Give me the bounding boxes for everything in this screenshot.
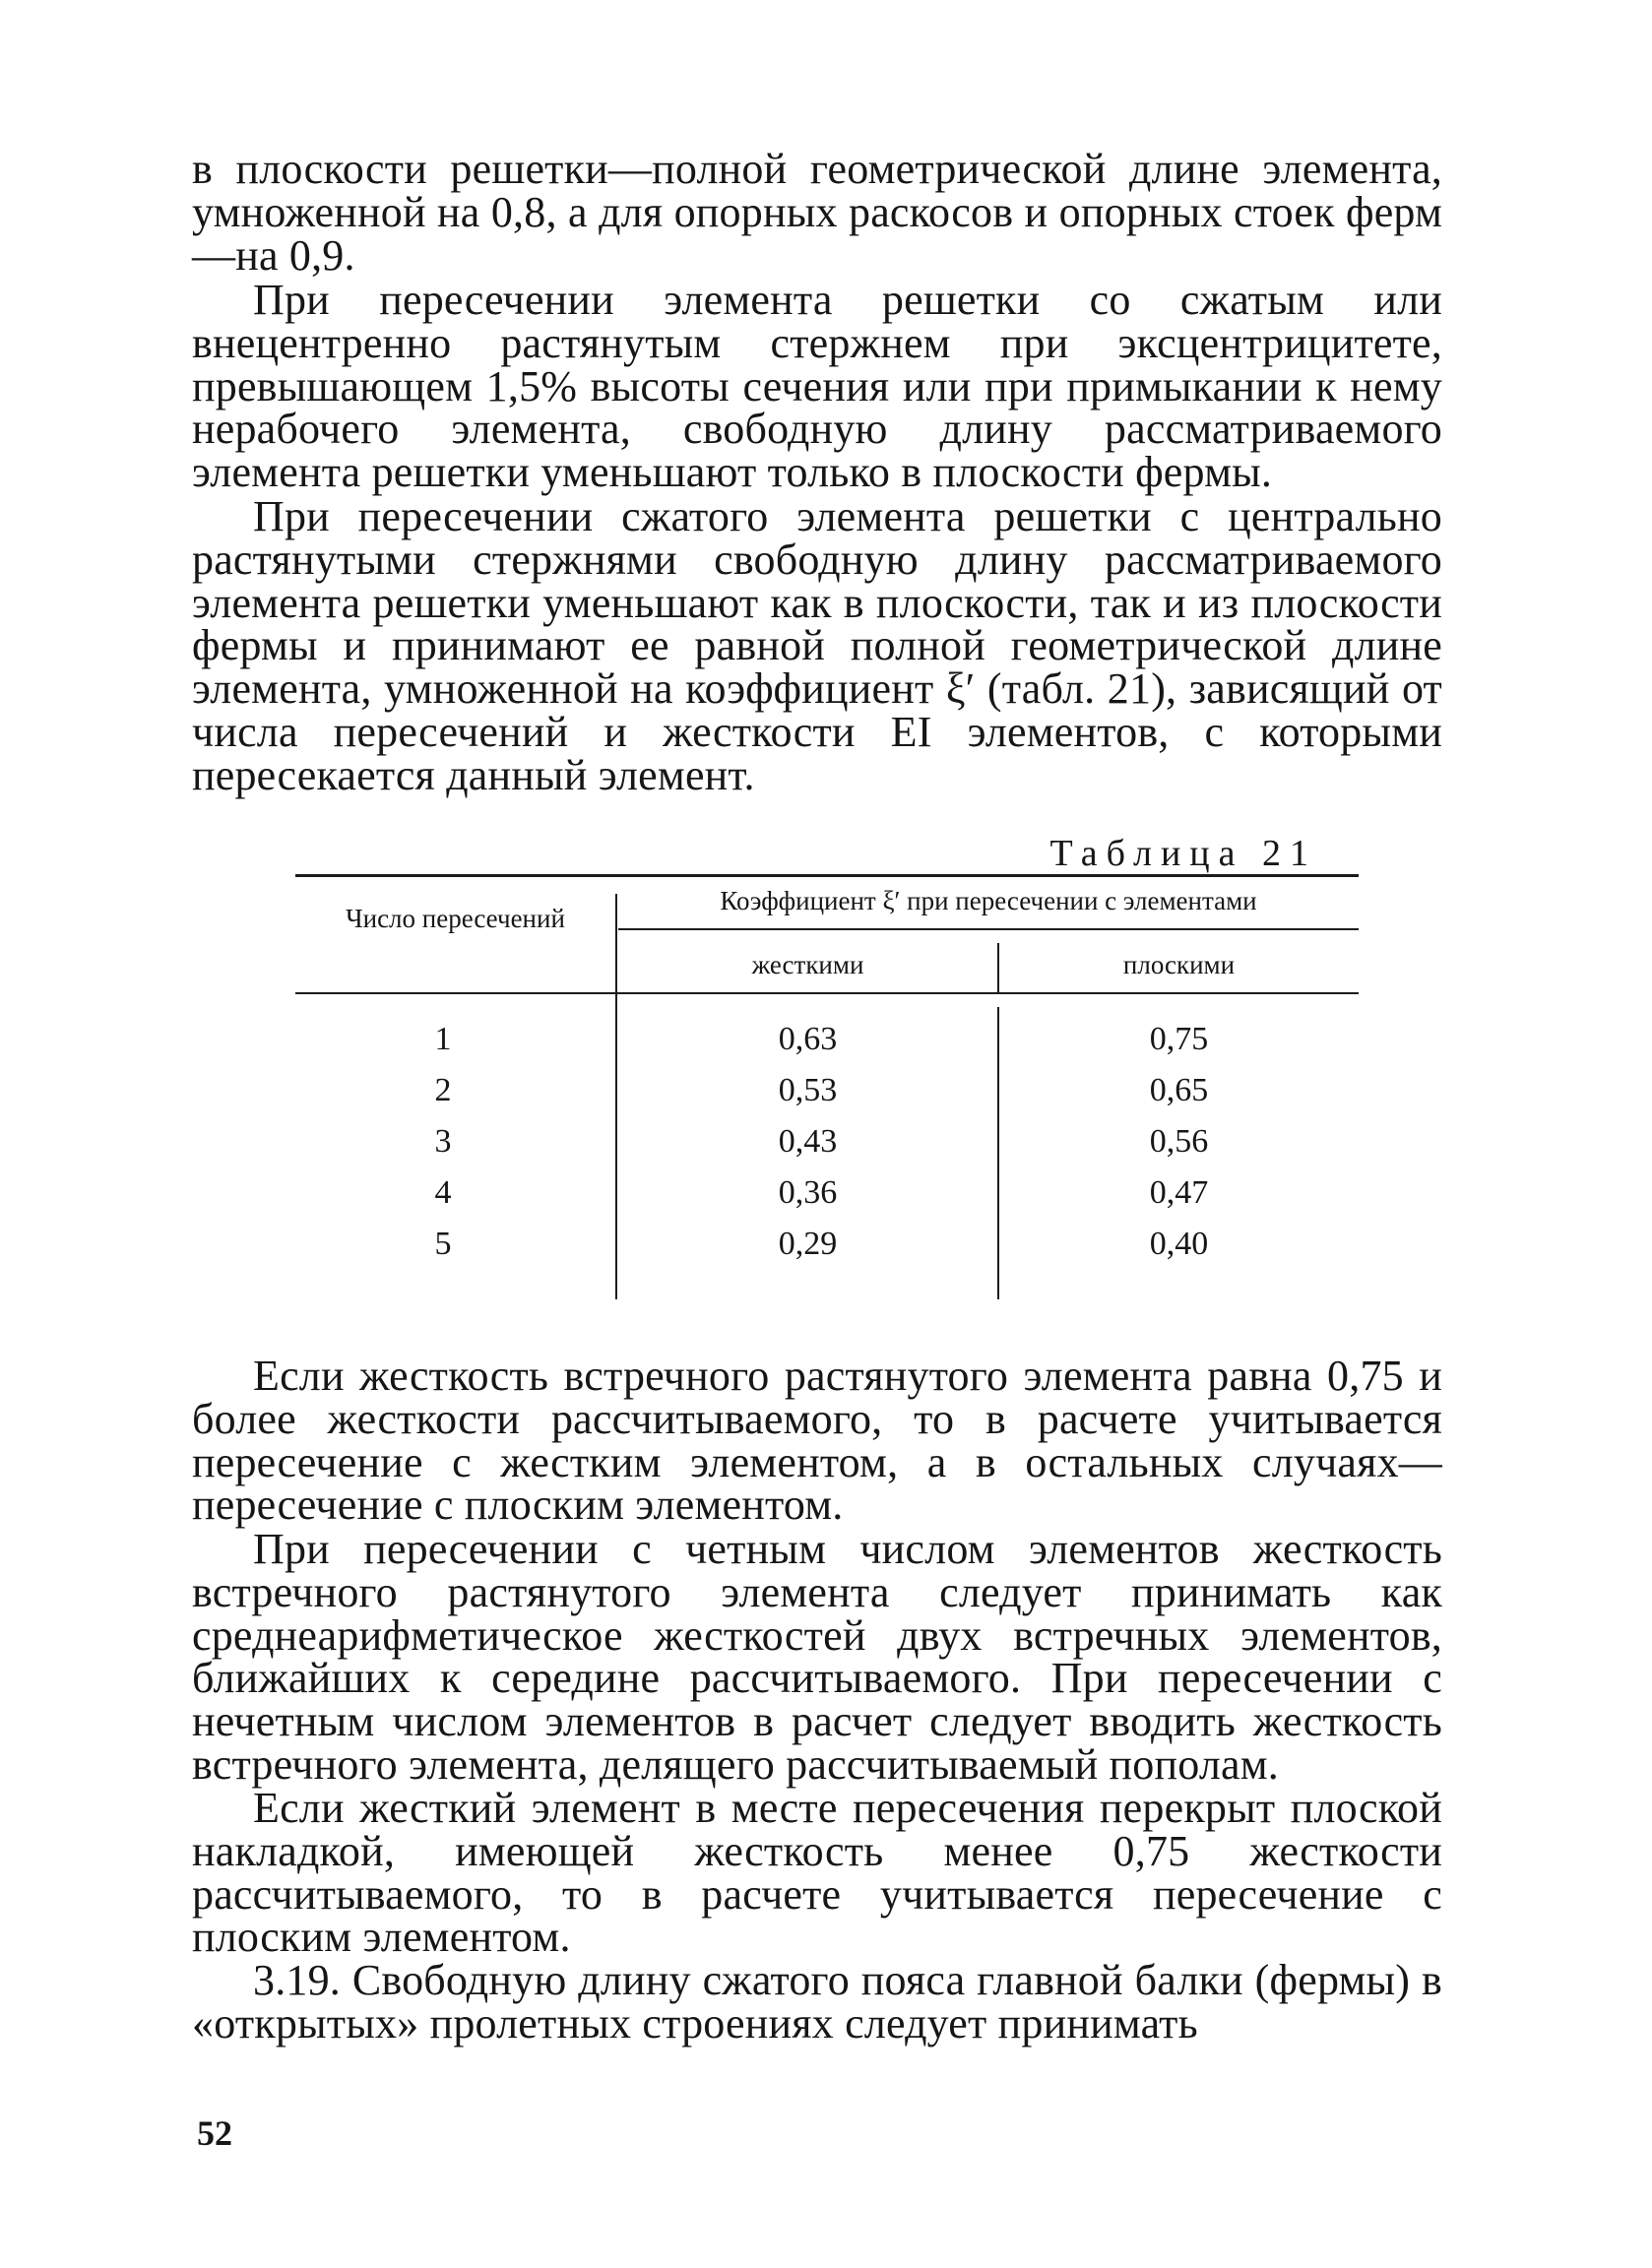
table-cell-rigid: 0,29 (778, 1226, 838, 1262)
paragraph-rigidity-rule: Если жесткость встречного растянутого элемента равна 0,75 и более жесткости рассчитываемого, то в расчете учитывается пересечение с жестким элементом, а в остальных случаях—пересечение с плоским элементом. (192, 1352, 1442, 1530)
table-caption: Таблица 21 (1049, 833, 1317, 874)
table-row (295, 1167, 1359, 1219)
table-cell-rigid: 0,63 (778, 1021, 838, 1057)
table-cell-rigid: 0,53 (778, 1072, 838, 1108)
table-cell-count: 5 (434, 1226, 452, 1262)
table-cell-count: 2 (434, 1072, 452, 1108)
table-cell-count: 1 (434, 1021, 452, 1057)
table-row (295, 1065, 1359, 1116)
table-cell-flat: 0,56 (1149, 1123, 1209, 1160)
table-cell-rigid: 0,43 (778, 1123, 838, 1160)
coefficient-table (295, 874, 1359, 1317)
page-number: 52 (197, 2113, 232, 2153)
paragraph-even-odd-rule: При пересечении с четным числом элементов жесткость встречного растянутого элемента следует принимать как среднеарифметическое жесткостей двух встречных элементов, ближайших к середине рассчитываемого. При пересечении с нечетным числом элементов в расчет следует вводить жесткость встречного элемента, делящего рассчитываемый пополам. (192, 1525, 1442, 1789)
table-cell-count: 3 (434, 1123, 452, 1160)
table-row (295, 1014, 1359, 1065)
table-cell-flat: 0,65 (1149, 1072, 1209, 1108)
table-cell-flat: 0,47 (1149, 1174, 1209, 1211)
table-header-coefficient: Коэффициент ξ′ при пересечении с элементами (720, 886, 1257, 915)
table-cell-count: 4 (434, 1174, 452, 1211)
table-cell-rigid: 0,36 (778, 1174, 838, 1211)
table-cell-flat: 0,40 (1149, 1226, 1209, 1262)
table-top-rule (295, 874, 1359, 877)
table-header-rule (295, 992, 1359, 994)
paragraph-intersection-eccentric: При пересечении элемента решетки со сжатым или внецентренно растянутым стержнем при эксцентрицитете, превышающем 1,5% высоты сечения или при примыкании к нему нерабочего элемента, свободную длину рассматриваемого элемента решетки уменьшают только в плоскости фермы. (192, 276, 1442, 497)
paragraph-overlay-rule: Если жесткий элемент в месте пересечения перекрыт плоской накладкой, имеющей жесткость менее 0,75 жесткости рассчитываемого, то в расчете учитывается пересечение с плоским элементом. (192, 1784, 1442, 1962)
paragraph-continuation: в плоскости решетки—полной геометрической длине элемента, умноженной на 0,8, а для опорных раскосов и опорных стоек ферм—на 0,9. (192, 145, 1442, 280)
table-subheader-rule (618, 928, 1359, 930)
paragraph-intersection-central: При пересечении сжатого элемента решетки с центрально растянутыми стержнями свободную длину рассматриваемого элемента решетки уменьшают как в плоскости, так и из плоскости фермы и принимают ее равной полной геометрической длине элемента, умноженной на коэффициент ξ′ (табл. 21), зависящий от числа пересечений и жесткости EI элементов, с которыми пересекается данный элемент. (192, 492, 1442, 799)
table-row (295, 1116, 1359, 1167)
paragraph-section-3-19: 3.19. Свободную длину сжатого пояса главной балки (фермы) в «открытых» пролетных строениях следует принимать (192, 1956, 1442, 2048)
table-header-flat: плоскими (1122, 950, 1236, 979)
table-cell-flat: 0,75 (1149, 1021, 1209, 1057)
table-header-count: Число пересечений (346, 904, 565, 933)
table-header-rigid: жесткими (751, 950, 864, 979)
table-row (295, 1219, 1359, 1270)
